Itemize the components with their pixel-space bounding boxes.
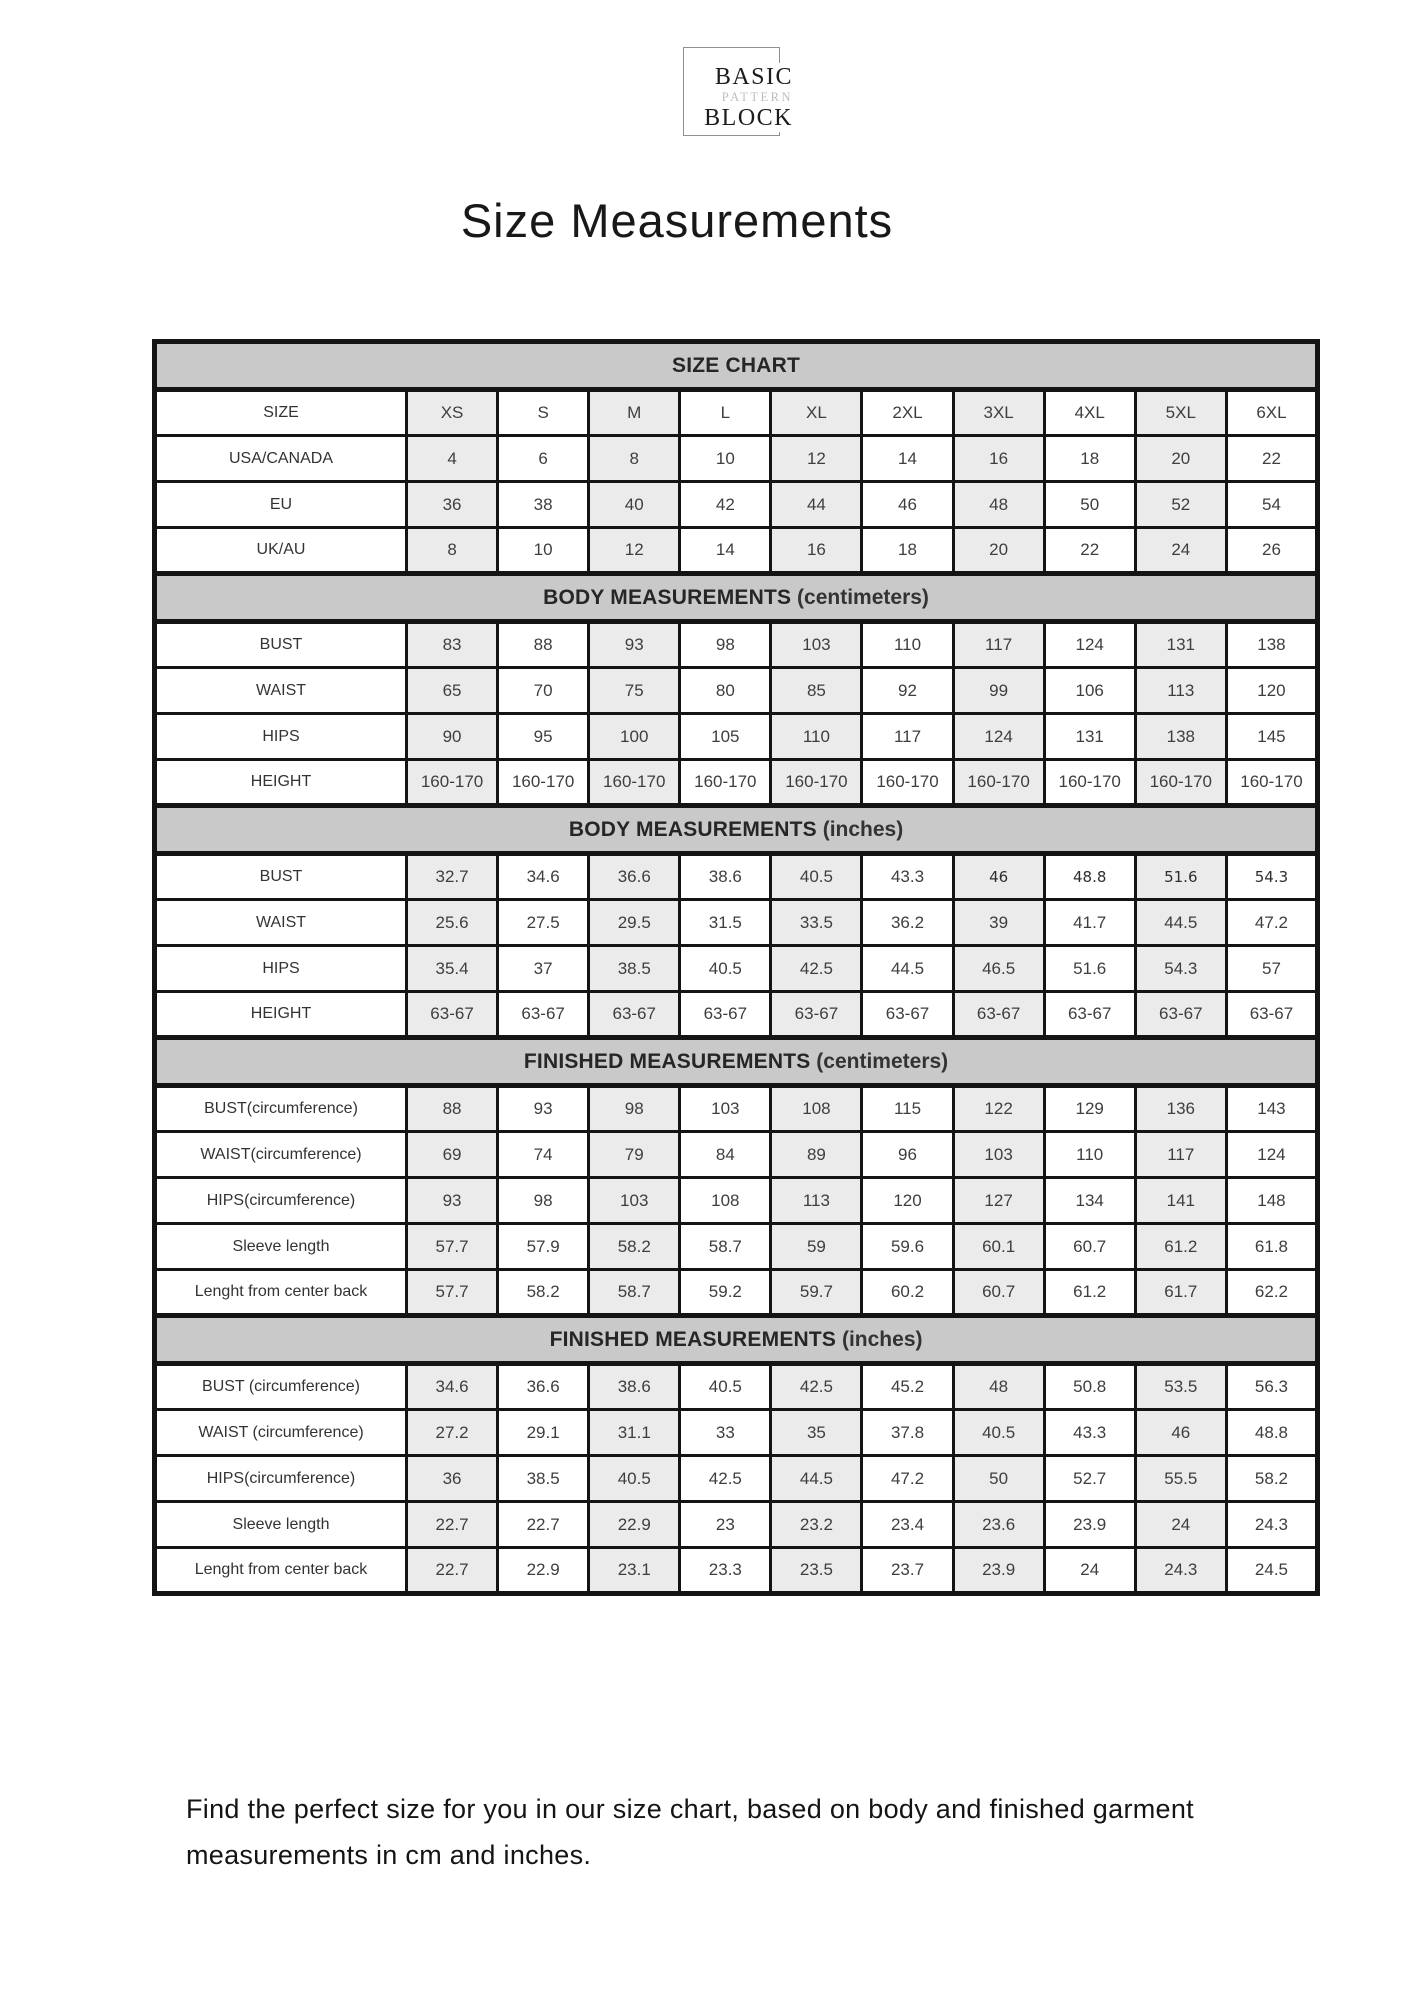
table-cell: 92 bbox=[862, 668, 953, 714]
table-cell: 89 bbox=[771, 1132, 862, 1178]
table-cell: 88 bbox=[498, 622, 589, 668]
table-cell: 84 bbox=[680, 1132, 771, 1178]
table-cell: 110 bbox=[862, 622, 953, 668]
table-cell: 58.2 bbox=[498, 1270, 589, 1316]
table-cell: 63-67 bbox=[1044, 992, 1135, 1038]
section-header-row bbox=[155, 1316, 1318, 1364]
table-cell: 22 bbox=[1226, 436, 1317, 482]
table-cell: XL bbox=[771, 390, 862, 436]
table-cell: 55.5 bbox=[1135, 1456, 1226, 1502]
table-cell: 124 bbox=[1044, 622, 1135, 668]
table-cell: 46 bbox=[862, 482, 953, 528]
table-cell: 40.5 bbox=[953, 1410, 1044, 1456]
table-cell: 95 bbox=[498, 714, 589, 760]
table-cell: 4XL bbox=[1044, 390, 1135, 436]
table-cell: 160-170 bbox=[1135, 760, 1226, 806]
table-cell: 138 bbox=[1226, 622, 1317, 668]
table-cell: 60.7 bbox=[1044, 1224, 1135, 1270]
section-header-sub: (centimeters) bbox=[791, 585, 929, 609]
table-cell: 29.1 bbox=[498, 1410, 589, 1456]
logo-word-pattern: PATTERN bbox=[721, 90, 793, 104]
section-header-cell bbox=[155, 1316, 1318, 1364]
table-cell: 63-67 bbox=[862, 992, 953, 1038]
table-row bbox=[155, 390, 1318, 436]
row-label: SIZE bbox=[155, 390, 407, 436]
table-cell: 23.6 bbox=[953, 1502, 1044, 1548]
table-cell: 141 bbox=[1135, 1178, 1226, 1224]
table-cell: 93 bbox=[407, 1178, 498, 1224]
table-cell: 22.7 bbox=[407, 1502, 498, 1548]
table-cell: 98 bbox=[589, 1086, 680, 1132]
row-label: Sleeve length bbox=[155, 1502, 407, 1548]
table-cell: 103 bbox=[953, 1132, 1044, 1178]
section-header-sub: (inches) bbox=[836, 1327, 923, 1351]
table-cell: 117 bbox=[862, 714, 953, 760]
table-cell: 18 bbox=[862, 528, 953, 574]
table-cell: 63-67 bbox=[498, 992, 589, 1038]
table-cell: 32.7 bbox=[407, 854, 498, 900]
table-cell: 20 bbox=[953, 528, 1044, 574]
table-cell: 117 bbox=[953, 622, 1044, 668]
table-cell: 90 bbox=[407, 714, 498, 760]
table-cell: 145 bbox=[1226, 714, 1317, 760]
footer-description: Find the perfect size for you in our size chart, based on body and finished garment measurements in cm and inches. bbox=[186, 1794, 1194, 1871]
table-row bbox=[155, 528, 1318, 574]
table-row bbox=[155, 1086, 1318, 1132]
table-cell: L bbox=[680, 390, 771, 436]
table-cell: 44 bbox=[771, 482, 862, 528]
table-cell: 40.5 bbox=[771, 854, 862, 900]
table-row bbox=[155, 482, 1318, 528]
table-cell: 110 bbox=[771, 714, 862, 760]
section-header-row bbox=[155, 806, 1318, 854]
table-cell: 8 bbox=[589, 436, 680, 482]
table-cell: 60.2 bbox=[862, 1270, 953, 1316]
table-cell: 85 bbox=[771, 668, 862, 714]
section-header-cell bbox=[155, 1038, 1318, 1086]
row-label: EU bbox=[155, 482, 407, 528]
section-header-main: FINISHED MEASUREMENTS bbox=[523, 1049, 811, 1073]
table-cell: 96 bbox=[862, 1132, 953, 1178]
row-label: Sleeve length bbox=[155, 1224, 407, 1270]
table-row bbox=[155, 854, 1318, 900]
table-cell: 74 bbox=[498, 1132, 589, 1178]
table-row bbox=[155, 1270, 1318, 1316]
table-cell: 40.5 bbox=[680, 946, 771, 992]
table-cell: 46.5 bbox=[953, 946, 1044, 992]
table-cell: 22.9 bbox=[498, 1548, 589, 1594]
table-cell: 8 bbox=[407, 528, 498, 574]
table-cell: 41.7 bbox=[1044, 900, 1135, 946]
table-cell: 127 bbox=[953, 1178, 1044, 1224]
table-cell: 80 bbox=[680, 668, 771, 714]
table-cell: 12 bbox=[771, 436, 862, 482]
table-cell: 70 bbox=[498, 668, 589, 714]
table-cell: S bbox=[498, 390, 589, 436]
table-cell: 35.4 bbox=[407, 946, 498, 992]
section-header-row bbox=[155, 574, 1318, 622]
table-cell: 48 bbox=[953, 482, 1044, 528]
table-cell: 23.1 bbox=[589, 1548, 680, 1594]
table-cell: 160-170 bbox=[953, 760, 1044, 806]
table-cell: 48 bbox=[953, 1364, 1044, 1410]
table-cell: 42.5 bbox=[771, 1364, 862, 1410]
table-cell: XS bbox=[407, 390, 498, 436]
table-cell: 50 bbox=[1044, 482, 1135, 528]
table-row bbox=[155, 900, 1318, 946]
row-label: WAIST bbox=[155, 900, 407, 946]
table-cell: 23.3 bbox=[680, 1548, 771, 1594]
table-cell: 134 bbox=[1044, 1178, 1135, 1224]
table-cell: 160-170 bbox=[1226, 760, 1317, 806]
row-label: WAIST(circumference) bbox=[155, 1132, 407, 1178]
section-header-sub: (inches) bbox=[816, 817, 904, 841]
table-cell: 42.5 bbox=[771, 946, 862, 992]
table-cell: 115 bbox=[862, 1086, 953, 1132]
table-cell: 4 bbox=[407, 436, 498, 482]
table-cell: 38.5 bbox=[589, 946, 680, 992]
table-cell: 98 bbox=[498, 1178, 589, 1224]
table-cell: 40 bbox=[589, 482, 680, 528]
table-row bbox=[155, 1548, 1318, 1594]
table-cell: 103 bbox=[589, 1178, 680, 1224]
table-cell: 160-170 bbox=[407, 760, 498, 806]
table-cell: 93 bbox=[589, 622, 680, 668]
table-cell: 98 bbox=[680, 622, 771, 668]
table-cell: 58.2 bbox=[1226, 1456, 1317, 1502]
table-cell: M bbox=[589, 390, 680, 436]
table-row bbox=[155, 436, 1318, 482]
table-cell: 38.5 bbox=[498, 1456, 589, 1502]
table-cell: 46 bbox=[953, 854, 1044, 900]
table-cell: 113 bbox=[771, 1178, 862, 1224]
table-cell: 100 bbox=[589, 714, 680, 760]
table-row bbox=[155, 714, 1318, 760]
table-row bbox=[155, 760, 1318, 806]
row-label: BUST bbox=[155, 622, 407, 668]
table-cell: 108 bbox=[771, 1086, 862, 1132]
row-label: BUST (circumference) bbox=[155, 1364, 407, 1410]
table-cell: 160-170 bbox=[680, 760, 771, 806]
table-cell: 14 bbox=[862, 436, 953, 482]
table-cell: 57.7 bbox=[407, 1270, 498, 1316]
table-cell: 75 bbox=[589, 668, 680, 714]
row-label: HEIGHT bbox=[155, 760, 407, 806]
section-header-row bbox=[155, 1038, 1318, 1086]
table-cell: 31.5 bbox=[680, 900, 771, 946]
table-cell: 138 bbox=[1135, 714, 1226, 760]
table-row bbox=[155, 622, 1318, 668]
table-cell: 61.7 bbox=[1135, 1270, 1226, 1316]
table-cell: 106 bbox=[1044, 668, 1135, 714]
table-cell: 23.7 bbox=[862, 1548, 953, 1594]
row-label: BUST(circumference) bbox=[155, 1086, 407, 1132]
table-cell: 61.8 bbox=[1226, 1224, 1317, 1270]
table-cell: 27.5 bbox=[498, 900, 589, 946]
section-header-sub: (centimeters) bbox=[810, 1049, 949, 1073]
table-cell: 23.2 bbox=[771, 1502, 862, 1548]
table-cell: 40.5 bbox=[680, 1364, 771, 1410]
table-cell: 40.5 bbox=[589, 1456, 680, 1502]
section-header-cell bbox=[155, 342, 1318, 390]
table-cell: 148 bbox=[1226, 1178, 1317, 1224]
table-cell: 24.3 bbox=[1226, 1502, 1317, 1548]
table-cell: 45.2 bbox=[862, 1364, 953, 1410]
table-cell: 60.7 bbox=[953, 1270, 1044, 1316]
table-cell: 50 bbox=[953, 1456, 1044, 1502]
row-label: HIPS bbox=[155, 946, 407, 992]
table-cell: 120 bbox=[1226, 668, 1317, 714]
table-cell: 103 bbox=[680, 1086, 771, 1132]
table-cell: 54.3 bbox=[1135, 946, 1226, 992]
table-cell: 113 bbox=[1135, 668, 1226, 714]
table-cell: 18 bbox=[1044, 436, 1135, 482]
table-cell: 6XL bbox=[1226, 390, 1317, 436]
section-header-main: BODY MEASUREMENTS bbox=[568, 817, 817, 841]
table-cell: 52 bbox=[1135, 482, 1226, 528]
table-cell: 120 bbox=[862, 1178, 953, 1224]
table-row bbox=[155, 1224, 1318, 1270]
table-cell: 34.6 bbox=[498, 854, 589, 900]
table-cell: 160-170 bbox=[771, 760, 862, 806]
table-cell: 23.5 bbox=[771, 1548, 862, 1594]
table-cell: 26 bbox=[1226, 528, 1317, 574]
table-cell: 65 bbox=[407, 668, 498, 714]
table-cell: 124 bbox=[1226, 1132, 1317, 1178]
table-cell: 52.7 bbox=[1044, 1456, 1135, 1502]
row-label: HIPS(circumference) bbox=[155, 1178, 407, 1224]
table-cell: 54.3 bbox=[1226, 854, 1317, 900]
table-cell: 43.3 bbox=[862, 854, 953, 900]
table-cell: 61.2 bbox=[1135, 1224, 1226, 1270]
table-row bbox=[155, 1502, 1318, 1548]
table-cell: 23 bbox=[680, 1502, 771, 1548]
table-cell: 38.6 bbox=[680, 854, 771, 900]
table-cell: 160-170 bbox=[498, 760, 589, 806]
table-cell: 39 bbox=[953, 900, 1044, 946]
table-cell: 24 bbox=[1135, 528, 1226, 574]
table-cell: 36.2 bbox=[862, 900, 953, 946]
table-cell: 83 bbox=[407, 622, 498, 668]
table-cell: 93 bbox=[498, 1086, 589, 1132]
table-cell: 131 bbox=[1135, 622, 1226, 668]
row-label: Lenght from center back bbox=[155, 1548, 407, 1594]
table-cell: 27.2 bbox=[407, 1410, 498, 1456]
table-cell: 48.8 bbox=[1226, 1410, 1317, 1456]
table-cell: 14 bbox=[680, 528, 771, 574]
table-cell: 24.5 bbox=[1226, 1548, 1317, 1594]
table-cell: 22.9 bbox=[589, 1502, 680, 1548]
table-cell: 59.2 bbox=[680, 1270, 771, 1316]
table-cell: 57 bbox=[1226, 946, 1317, 992]
table-cell: 6 bbox=[498, 436, 589, 482]
table-cell: 63-67 bbox=[1226, 992, 1317, 1038]
table-cell: 33.5 bbox=[771, 900, 862, 946]
row-label: WAIST (circumference) bbox=[155, 1410, 407, 1456]
table-cell: 22.7 bbox=[498, 1502, 589, 1548]
table-cell: 36 bbox=[407, 1456, 498, 1502]
table-cell: 160-170 bbox=[862, 760, 953, 806]
table-cell: 22 bbox=[1044, 528, 1135, 574]
table-cell: 10 bbox=[498, 528, 589, 574]
table-cell: 29.5 bbox=[589, 900, 680, 946]
table-cell: 44.5 bbox=[862, 946, 953, 992]
table-cell: 63-67 bbox=[1135, 992, 1226, 1038]
table-cell: 44.5 bbox=[771, 1456, 862, 1502]
table-cell: 63-67 bbox=[771, 992, 862, 1038]
table-cell: 51.6 bbox=[1135, 854, 1226, 900]
table-row bbox=[155, 992, 1318, 1038]
section-header-cell bbox=[155, 574, 1318, 622]
table-cell: 143 bbox=[1226, 1086, 1317, 1132]
table-row bbox=[155, 946, 1318, 992]
table-cell: 34.6 bbox=[407, 1364, 498, 1410]
table-cell: 63-67 bbox=[589, 992, 680, 1038]
row-label: HEIGHT bbox=[155, 992, 407, 1038]
table-row bbox=[155, 668, 1318, 714]
table-row bbox=[155, 1410, 1318, 1456]
table-cell: 35 bbox=[771, 1410, 862, 1456]
table-cell: 54 bbox=[1226, 482, 1317, 528]
table-cell: 69 bbox=[407, 1132, 498, 1178]
table-cell: 59 bbox=[771, 1224, 862, 1270]
table-cell: 59.7 bbox=[771, 1270, 862, 1316]
table-cell: 48.8 bbox=[1044, 854, 1135, 900]
table-row bbox=[155, 1456, 1318, 1502]
table-cell: 58.2 bbox=[589, 1224, 680, 1270]
row-label: WAIST bbox=[155, 668, 407, 714]
table-cell: 51.6 bbox=[1044, 946, 1135, 992]
table-cell: 63-67 bbox=[953, 992, 1044, 1038]
table-cell: 36 bbox=[407, 482, 498, 528]
table-cell: 24 bbox=[1044, 1548, 1135, 1594]
table-cell: 37 bbox=[498, 946, 589, 992]
row-label: HIPS(circumference) bbox=[155, 1456, 407, 1502]
table-cell: 63-67 bbox=[407, 992, 498, 1038]
size-chart-table bbox=[152, 339, 1320, 1596]
section-header-main: SIZE CHART bbox=[672, 353, 801, 377]
table-cell: 58.7 bbox=[589, 1270, 680, 1316]
table-cell: 2XL bbox=[862, 390, 953, 436]
table-cell: 50.8 bbox=[1044, 1364, 1135, 1410]
logo-word-basic: BASIC bbox=[714, 64, 793, 90]
table-cell: 23.9 bbox=[953, 1548, 1044, 1594]
table-cell: 23.9 bbox=[1044, 1502, 1135, 1548]
table-cell: 58.7 bbox=[680, 1224, 771, 1270]
logo-word-block: BLOCK bbox=[704, 104, 793, 131]
table-cell: 31.1 bbox=[589, 1410, 680, 1456]
table-cell: 22.7 bbox=[407, 1548, 498, 1594]
row-label: UK/AU bbox=[155, 528, 407, 574]
table-cell: 20 bbox=[1135, 436, 1226, 482]
table-cell: 57.9 bbox=[498, 1224, 589, 1270]
table-cell: 79 bbox=[589, 1132, 680, 1178]
table-cell: 38.6 bbox=[589, 1364, 680, 1410]
table-cell: 37.8 bbox=[862, 1410, 953, 1456]
table-cell: 59.6 bbox=[862, 1224, 953, 1270]
table-cell: 46 bbox=[1135, 1410, 1226, 1456]
table-cell: 44.5 bbox=[1135, 900, 1226, 946]
brand-logo bbox=[683, 47, 793, 136]
row-label: HIPS bbox=[155, 714, 407, 760]
table-cell: 43.3 bbox=[1044, 1410, 1135, 1456]
table-cell: 117 bbox=[1135, 1132, 1226, 1178]
table-cell: 103 bbox=[771, 622, 862, 668]
table-cell: 16 bbox=[771, 528, 862, 574]
table-cell: 24.3 bbox=[1135, 1548, 1226, 1594]
table-cell: 122 bbox=[953, 1086, 1044, 1132]
table-cell: 23.4 bbox=[862, 1502, 953, 1548]
table-cell: 16 bbox=[953, 436, 1044, 482]
table-cell: 60.1 bbox=[953, 1224, 1044, 1270]
table-cell: 38 bbox=[498, 482, 589, 528]
table-cell: 61.2 bbox=[1044, 1270, 1135, 1316]
table-cell: 160-170 bbox=[1044, 760, 1135, 806]
section-header-main: FINISHED MEASUREMENTS bbox=[549, 1327, 837, 1351]
table-cell: 12 bbox=[589, 528, 680, 574]
table-row bbox=[155, 1132, 1318, 1178]
table-cell: 56.3 bbox=[1226, 1364, 1317, 1410]
table-cell: 10 bbox=[680, 436, 771, 482]
table-cell: 136 bbox=[1135, 1086, 1226, 1132]
table-cell: 57.7 bbox=[407, 1224, 498, 1270]
table-cell: 62.2 bbox=[1226, 1270, 1317, 1316]
table-cell: 105 bbox=[680, 714, 771, 760]
section-header-main: BODY MEASUREMENTS bbox=[543, 585, 792, 609]
table-cell: 25.6 bbox=[407, 900, 498, 946]
section-header-row bbox=[155, 342, 1318, 390]
table-cell: 53.5 bbox=[1135, 1364, 1226, 1410]
table-row bbox=[155, 1364, 1318, 1410]
table-cell: 24 bbox=[1135, 1502, 1226, 1548]
table-cell: 131 bbox=[1044, 714, 1135, 760]
table-cell: 47.2 bbox=[862, 1456, 953, 1502]
row-label: USA/CANADA bbox=[155, 436, 407, 482]
table-cell: 110 bbox=[1044, 1132, 1135, 1178]
table-cell: 36.6 bbox=[498, 1364, 589, 1410]
row-label: BUST bbox=[155, 854, 407, 900]
row-label: Lenght from center back bbox=[155, 1270, 407, 1316]
table-cell: 47.2 bbox=[1226, 900, 1317, 946]
table-cell: 88 bbox=[407, 1086, 498, 1132]
table-row bbox=[155, 1178, 1318, 1224]
table-cell: 36.6 bbox=[589, 854, 680, 900]
table-cell: 5XL bbox=[1135, 390, 1226, 436]
brand-logo-text bbox=[699, 63, 793, 132]
table-cell: 99 bbox=[953, 668, 1044, 714]
section-header-cell bbox=[155, 806, 1318, 854]
table-cell: 63-67 bbox=[680, 992, 771, 1038]
table-cell: 160-170 bbox=[589, 760, 680, 806]
table-cell: 129 bbox=[1044, 1086, 1135, 1132]
table-cell: 42.5 bbox=[680, 1456, 771, 1502]
table-cell: 33 bbox=[680, 1410, 771, 1456]
page-title: Size Measurements bbox=[460, 194, 894, 247]
table-cell: 3XL bbox=[953, 390, 1044, 436]
table-cell: 42 bbox=[680, 482, 771, 528]
table-cell: 124 bbox=[953, 714, 1044, 760]
table-cell: 108 bbox=[680, 1178, 771, 1224]
